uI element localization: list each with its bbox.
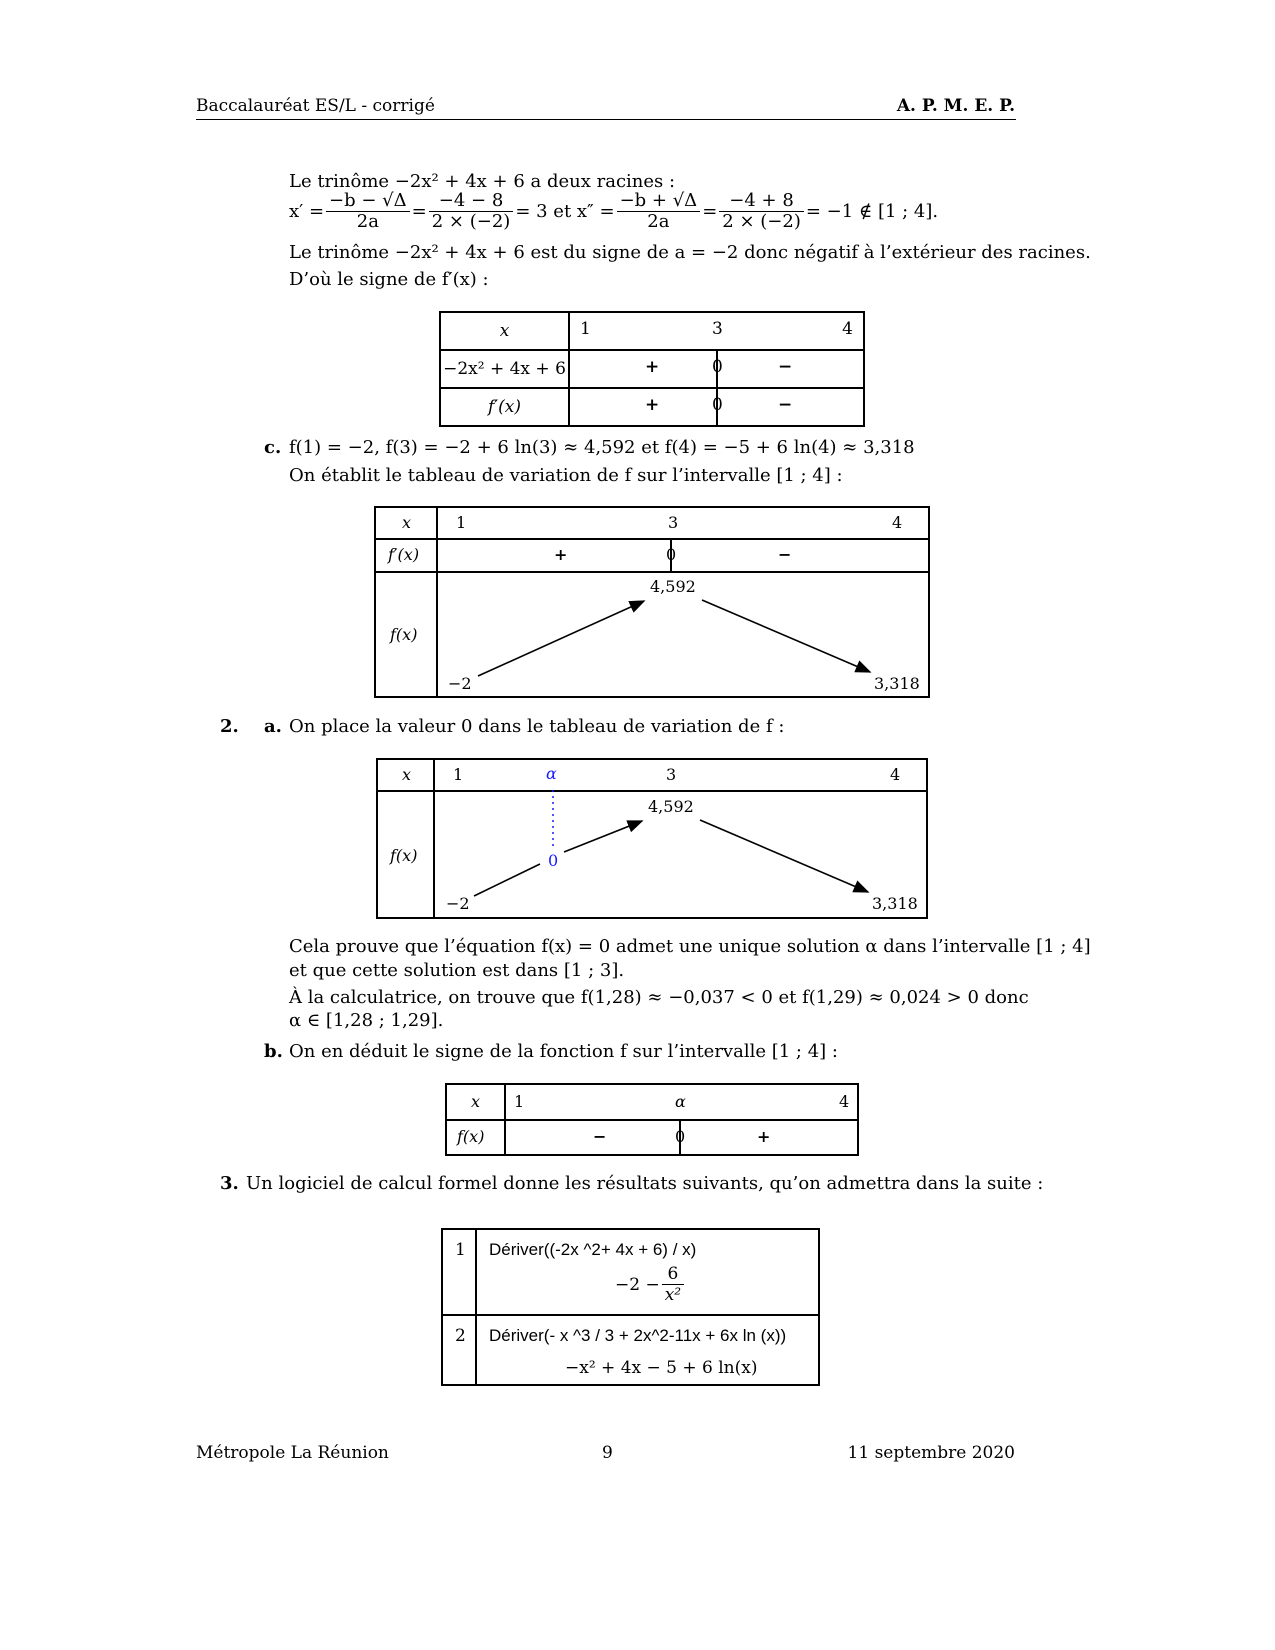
table3-x3: 4	[890, 765, 901, 784]
part-c-line1: f(1) = −2, f(3) = −2 + 6 ln(3) ≈ 4,592 et f(4) = −5 + 6 ln(4) ≈ 3,318	[289, 437, 915, 458]
cas-table	[441, 1228, 820, 1386]
part-c-label: c.	[264, 437, 282, 458]
cas-row2-num: 2	[455, 1326, 466, 1346]
table4-alpha: α	[675, 1092, 686, 1111]
cas-row2-cmd: Dériver(- x ^3 / 3 + 2x^2-11x + 6x ln (x))	[489, 1326, 787, 1345]
q2a-after-line3: À la calculatrice, on trouve que f(1,28) ≈ −0,037 < 0 et f(1,29) ≈ 0,024 > 0 donc	[289, 987, 1029, 1008]
table1-head: x	[440, 312, 569, 350]
header-rule	[196, 119, 1016, 120]
arrow-up-part2	[564, 821, 642, 852]
fraction-3: $\frac{-b + √\Delta}{2a}$	[617, 191, 701, 232]
table1-x-row: 1 3 4	[569, 312, 864, 350]
sign-table-f	[445, 1083, 859, 1156]
variation-arrows-alpha	[378, 760, 930, 921]
trinome-line: Le trinôme −2x² + 4x + 6 a deux racines :	[289, 171, 676, 192]
eq3-et: = 3 et x″ =	[515, 200, 615, 222]
table2-x3: 4	[892, 513, 903, 532]
table2-v-max: 4,592	[650, 577, 696, 596]
cas-row1-result: −2 − $\frac{6}{\text{x²}}$	[615, 1264, 686, 1305]
q3-text: Un logiciel de calcul formel donne les résultats suivants, qu’on admettra dans la suite :	[246, 1173, 1044, 1194]
arrow-up	[478, 601, 644, 676]
table1-row2-label: f′(x)	[440, 388, 569, 426]
xprime-label: x′ =	[289, 200, 325, 222]
arrow-down	[700, 820, 868, 892]
table4-row-label: f(x)	[457, 1127, 485, 1146]
q2a-after-line4: α ∈ [1,28 ; 1,29].	[289, 1010, 444, 1031]
table3-v-end: 3,318	[872, 894, 918, 913]
table3-alpha: α	[546, 764, 557, 783]
cas-row2-result: −x² + 4x − 5 + 6 ln(x)	[565, 1358, 758, 1378]
variation-arrows	[376, 508, 932, 700]
table1-row1-label: −2x² + 4x + 6	[440, 350, 569, 388]
table2-row2-label: f(x)	[390, 625, 418, 644]
footer-right: 11 septembre 2020	[847, 1443, 1015, 1463]
table4-x1: 1	[514, 1092, 525, 1111]
q2b-label: b.	[264, 1041, 283, 1062]
table4-plus: +	[757, 1127, 771, 1146]
table2-plus: +	[554, 545, 568, 564]
arrow-down	[702, 600, 870, 672]
header-left: Baccalauréat ES/L - corrigé	[196, 96, 435, 116]
table1-row1-signs: + 0 −	[569, 350, 864, 388]
table4-head: x	[471, 1092, 481, 1111]
table3-x1: 1	[453, 765, 464, 784]
sign-line: Le trinôme −2x² + 4x + 6 est du signe de a = −2 donc négatif à l’extérieur des racines.	[289, 242, 1091, 263]
sign-table-derivative	[439, 311, 865, 427]
table2-v-start: −2	[448, 674, 472, 693]
variation-table	[374, 506, 930, 698]
q2-number: 2.	[220, 716, 239, 737]
q2a-text: On place la valeur 0 dans le tableau de variation de f :	[289, 716, 785, 737]
table3-v-max: 4,592	[648, 797, 694, 816]
dou-line: D’où le signe de f′(x) :	[289, 269, 489, 290]
fraction-1: $\frac{-b - √\Delta}{2a}$	[326, 191, 410, 232]
cas-row1-cmd: Dériver((-2x ^2+ 4x + 6) / x)	[489, 1240, 697, 1259]
table3-x2: 3	[666, 765, 677, 784]
formula-tail: = −1 ∉ [1 ; 4].	[805, 200, 939, 222]
table2-minus: −	[778, 545, 792, 564]
q2b-text: On en déduit le signe de la fonction f sur l’intervalle [1 ; 4] :	[289, 1041, 838, 1062]
table2-v-end: 3,318	[874, 674, 920, 693]
q3-number: 3.	[220, 1173, 239, 1194]
part-c-line2: On établit le tableau de variation de f sur l’intervalle [1 ; 4] :	[289, 465, 843, 486]
table3-v-zero: 0	[548, 851, 559, 870]
q2a-label: a.	[264, 716, 282, 737]
page-number: 9	[602, 1443, 613, 1463]
table2-x1: 1	[456, 513, 467, 532]
table2-head: x	[402, 513, 412, 532]
table2-row1-label: f′(x)	[388, 545, 420, 564]
table3-v-start: −2	[446, 894, 470, 913]
header-right: A. P. M. E. P.	[896, 96, 1015, 116]
table4-zero: 0	[675, 1127, 686, 1146]
table3-row-label: f(x)	[390, 846, 418, 865]
table4-x3: 4	[839, 1092, 850, 1111]
variation-table-alpha	[376, 758, 928, 919]
table1-row2-signs: + 0 −	[569, 388, 864, 426]
cas-row1-num: 1	[455, 1240, 466, 1260]
fraction-2: $\frac{-4 - 8}{2 \times (-2)}$	[429, 191, 514, 232]
roots-formula: x′ = $\frac{-b - √\Delta}{2a}$ = $\frac{-4 - 8}{2 \times (-2)}$ = 3 et x″ = $\frac{-b + √\Delta}{2a}$ = $\frac{-4 + 8}{2 \times (-2)}$ = −1 ∉ [1 ; 4].	[289, 190, 939, 232]
table3-head: x	[402, 765, 412, 784]
arrow-up-part1	[474, 864, 540, 896]
q2a-after-line2: et que cette solution est dans [1 ; 3].	[289, 960, 625, 981]
q2a-after-line1: Cela prouve que l’équation f(x) = 0 admet une unique solution α dans l’intervalle [1 ; 4]	[289, 936, 1091, 957]
footer-left: Métropole La Réunion	[196, 1443, 389, 1463]
table2-zero: 0	[666, 545, 677, 564]
fraction-4: $\frac{-4 + 8}{2 \times (-2)}$	[719, 191, 804, 232]
table2-x2: 3	[668, 513, 679, 532]
table4-minus: −	[593, 1127, 607, 1146]
